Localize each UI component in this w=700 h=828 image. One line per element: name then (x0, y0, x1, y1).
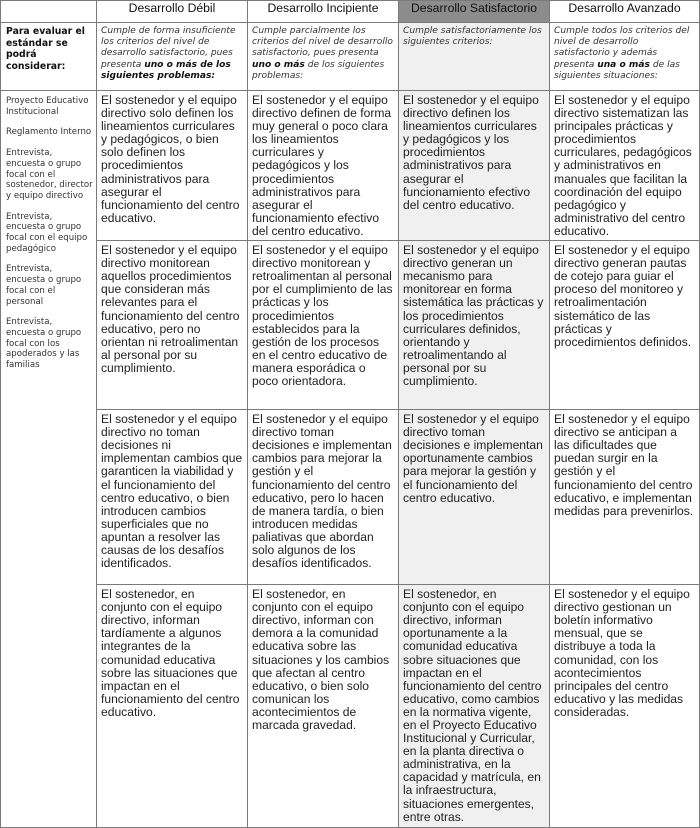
cell-debil: El sostenedor y el equipo directivo monitorean aquellos procedimientos que consideran más relevantes para el funcionamiento del centro educativo, pero no orientan ni retroalimentan al personal por su cumplimiento. (97, 241, 248, 410)
cell-satisfactorio: El sostenedor y el equipo directivo generan un mecanismo para monitorear en forma sistemática las prácticas y los procedimientos curriculares definidos, orientando y retroalimentando al personal por su cumplimiento. (399, 241, 550, 410)
sources-list (1, 91, 97, 828)
criteria-emphasis: una o más (597, 59, 650, 70)
source-item: Entrevista, encuesta o grupo focal con los apoderados y las familias (6, 317, 82, 371)
header-desarrollo-avanzado: Desarrollo Avanzado (550, 1, 700, 23)
criteria-text-tail: de las siguientes situaciones: (554, 59, 680, 81)
source-item: Reglamento Interno (6, 127, 92, 138)
cell-avanzado: El sostenedor y el equipo directivo se anticipan a las dificultades que puedan surgir en la gestión y el funcionamiento del centro educativo, e implementan medidas para prevenirlos. (550, 410, 700, 585)
cell-incipiente: El sostenedor, en conjunto con el equipo directivo, informan con demora a la comunidad educativa sobre las situaciones y los cambios que afectan al centro educativo, o bien solo comunican los acontecimientos de marcada gravedad. (248, 585, 399, 828)
cell-debil: El sostenedor, en conjunto con el equipo directivo, informan tardíamente a algunos integrantes de la comunidad educativa sobre las situaciones que impactan en el funcionamiento del centro educativo. (97, 585, 248, 828)
source-item: Entrevista, encuesta o grupo focal con el personal (6, 264, 82, 307)
table-row (1, 241, 700, 410)
cell-avanzado: El sostenedor y el equipo directivo gestionan un boletín informativo mensual, que se distribuye a toda la comunidad, con los acontecimientos principales del centro educativo y las medidas consideradas. (550, 585, 700, 828)
cell-debil: El sostenedor y el equipo directivo no toman decisiones ni implementan cambios que garanticen la viabilidad y el funcionamiento del centro educativo, o bien introducen cambios superficiales que no apuntan a resolver las causas de los desafíos identificados. (97, 410, 248, 585)
table-row (1, 585, 700, 828)
header-row (1, 1, 700, 23)
cell-satisfactorio: El sostenedor y el equipo directivo definen los lineamientos curriculares y pedagógicos y los procedimientos administrativos para asegurar el funcionamiento efectivo del centro educativo. (399, 91, 550, 241)
source-item: Entrevista, encuesta o grupo focal con el sostenedor, director y equipo directivo (6, 148, 93, 201)
criteria-text: Cumple parcialmente los criterios del nivel de desarrollo satisfactorio, pues presenta (252, 26, 393, 59)
header-desarrollo-satisfactorio: Desarrollo Satisfactorio (399, 1, 550, 23)
source-item: Entrevista, encuesta o grupo focal con el equipo pedagógico (6, 211, 88, 254)
cell-debil: El sostenedor y el equipo directivo solo definen los lineamientos curriculares y pedagógicos, o bien solo definen los procedimientos administrativos para asegurar el funcionamiento del centro educativo. (97, 91, 248, 241)
criteria-text-tail: de los siguientes problemas: (252, 59, 385, 81)
criteria-emphasis: uno o más (252, 59, 305, 70)
table-row (1, 410, 700, 585)
cell-satisfactorio: El sostenedor, en conjunto con el equipo directivo, informan oportunamente a la comunidad educativa sobre situaciones que impactan en el funcionamiento del centro educativo, como cambios en la normativa vigente, en el Proyecto Educativo Institucional y Curricular, en la planta directiva o administrativa, en la capacidad y matrícula, en la infraestructura, situaciones emergentes, entre otras. (399, 585, 550, 828)
cell-avanzado: El sostenedor y el equipo directivo sistematizan las principales prácticas y procedimientos curriculares, pedagógicos y administrativos en manuales que facilitan la coordinación del equipo pedagógico y administrativo del centro educativo. (550, 91, 700, 241)
criteria-satisfactorio (399, 23, 550, 91)
criteria-text: Cumple de forma insuficiente los criterios del nivel de desarrollo satisfactorio, pues presenta (101, 26, 236, 70)
header-desarrollo-debil: Desarrollo Débil (97, 1, 248, 23)
criteria-debil (97, 23, 248, 91)
criteria-row (1, 23, 700, 91)
criteria-incipiente (248, 23, 399, 91)
criteria-avanzado (550, 23, 700, 91)
table-row (1, 91, 700, 241)
criteria-text: Cumple todos los criterios del nivel de desarrollo satisfactorio y además presenta (554, 26, 690, 70)
left-column-heading: Para evaluar el estándar se podrá considerar: (1, 23, 97, 91)
header-desarrollo-incipiente: Desarrollo Incipiente (248, 1, 399, 23)
header-corner (1, 1, 97, 23)
criteria-text: Cumple satisfactoriamente los siguientes criterios: (403, 26, 542, 48)
cell-incipiente: El sostenedor y el equipo directivo monitorean y retroalimentan al personal por el cumplimiento de las prácticas y los procedimientos establecidos para la gestión de los procesos en el centro educativo de manera esporádica o poco orientadora. (248, 241, 399, 410)
criteria-emphasis: uno o más de los siguientes problemas: (101, 59, 231, 81)
cell-avanzado: El sostenedor y el equipo directivo generan pautas de cotejo para guiar el proceso del monitoreo y retroalimentación sistemático de las prácticas y procedimientos definidos. (550, 241, 700, 410)
cell-incipiente: El sostenedor y el equipo directivo toman decisiones e implementan cambios para mejorar la gestión y el funcionamiento del centro educativo, pero lo hacen de manera tardía, o bien introducen medidas paliativas que abordan solo algunos de los desafíos identificados. (248, 410, 399, 585)
source-item: Proyecto Educativo Institucional (6, 96, 89, 117)
cell-incipiente: El sostenedor y el equipo directivo definen de forma muy general o poco clara los lineamientos curriculares y pedagógicos y los procedimientos administrativos para asegurar el funcionamiento efectivo del centro educativo. (248, 91, 399, 241)
cell-satisfactorio: El sostenedor y el equipo directivo toman decisiones e implementan oportunamente cambios para mejorar la gestión y el funcionamiento del centro educativo. (399, 410, 550, 585)
